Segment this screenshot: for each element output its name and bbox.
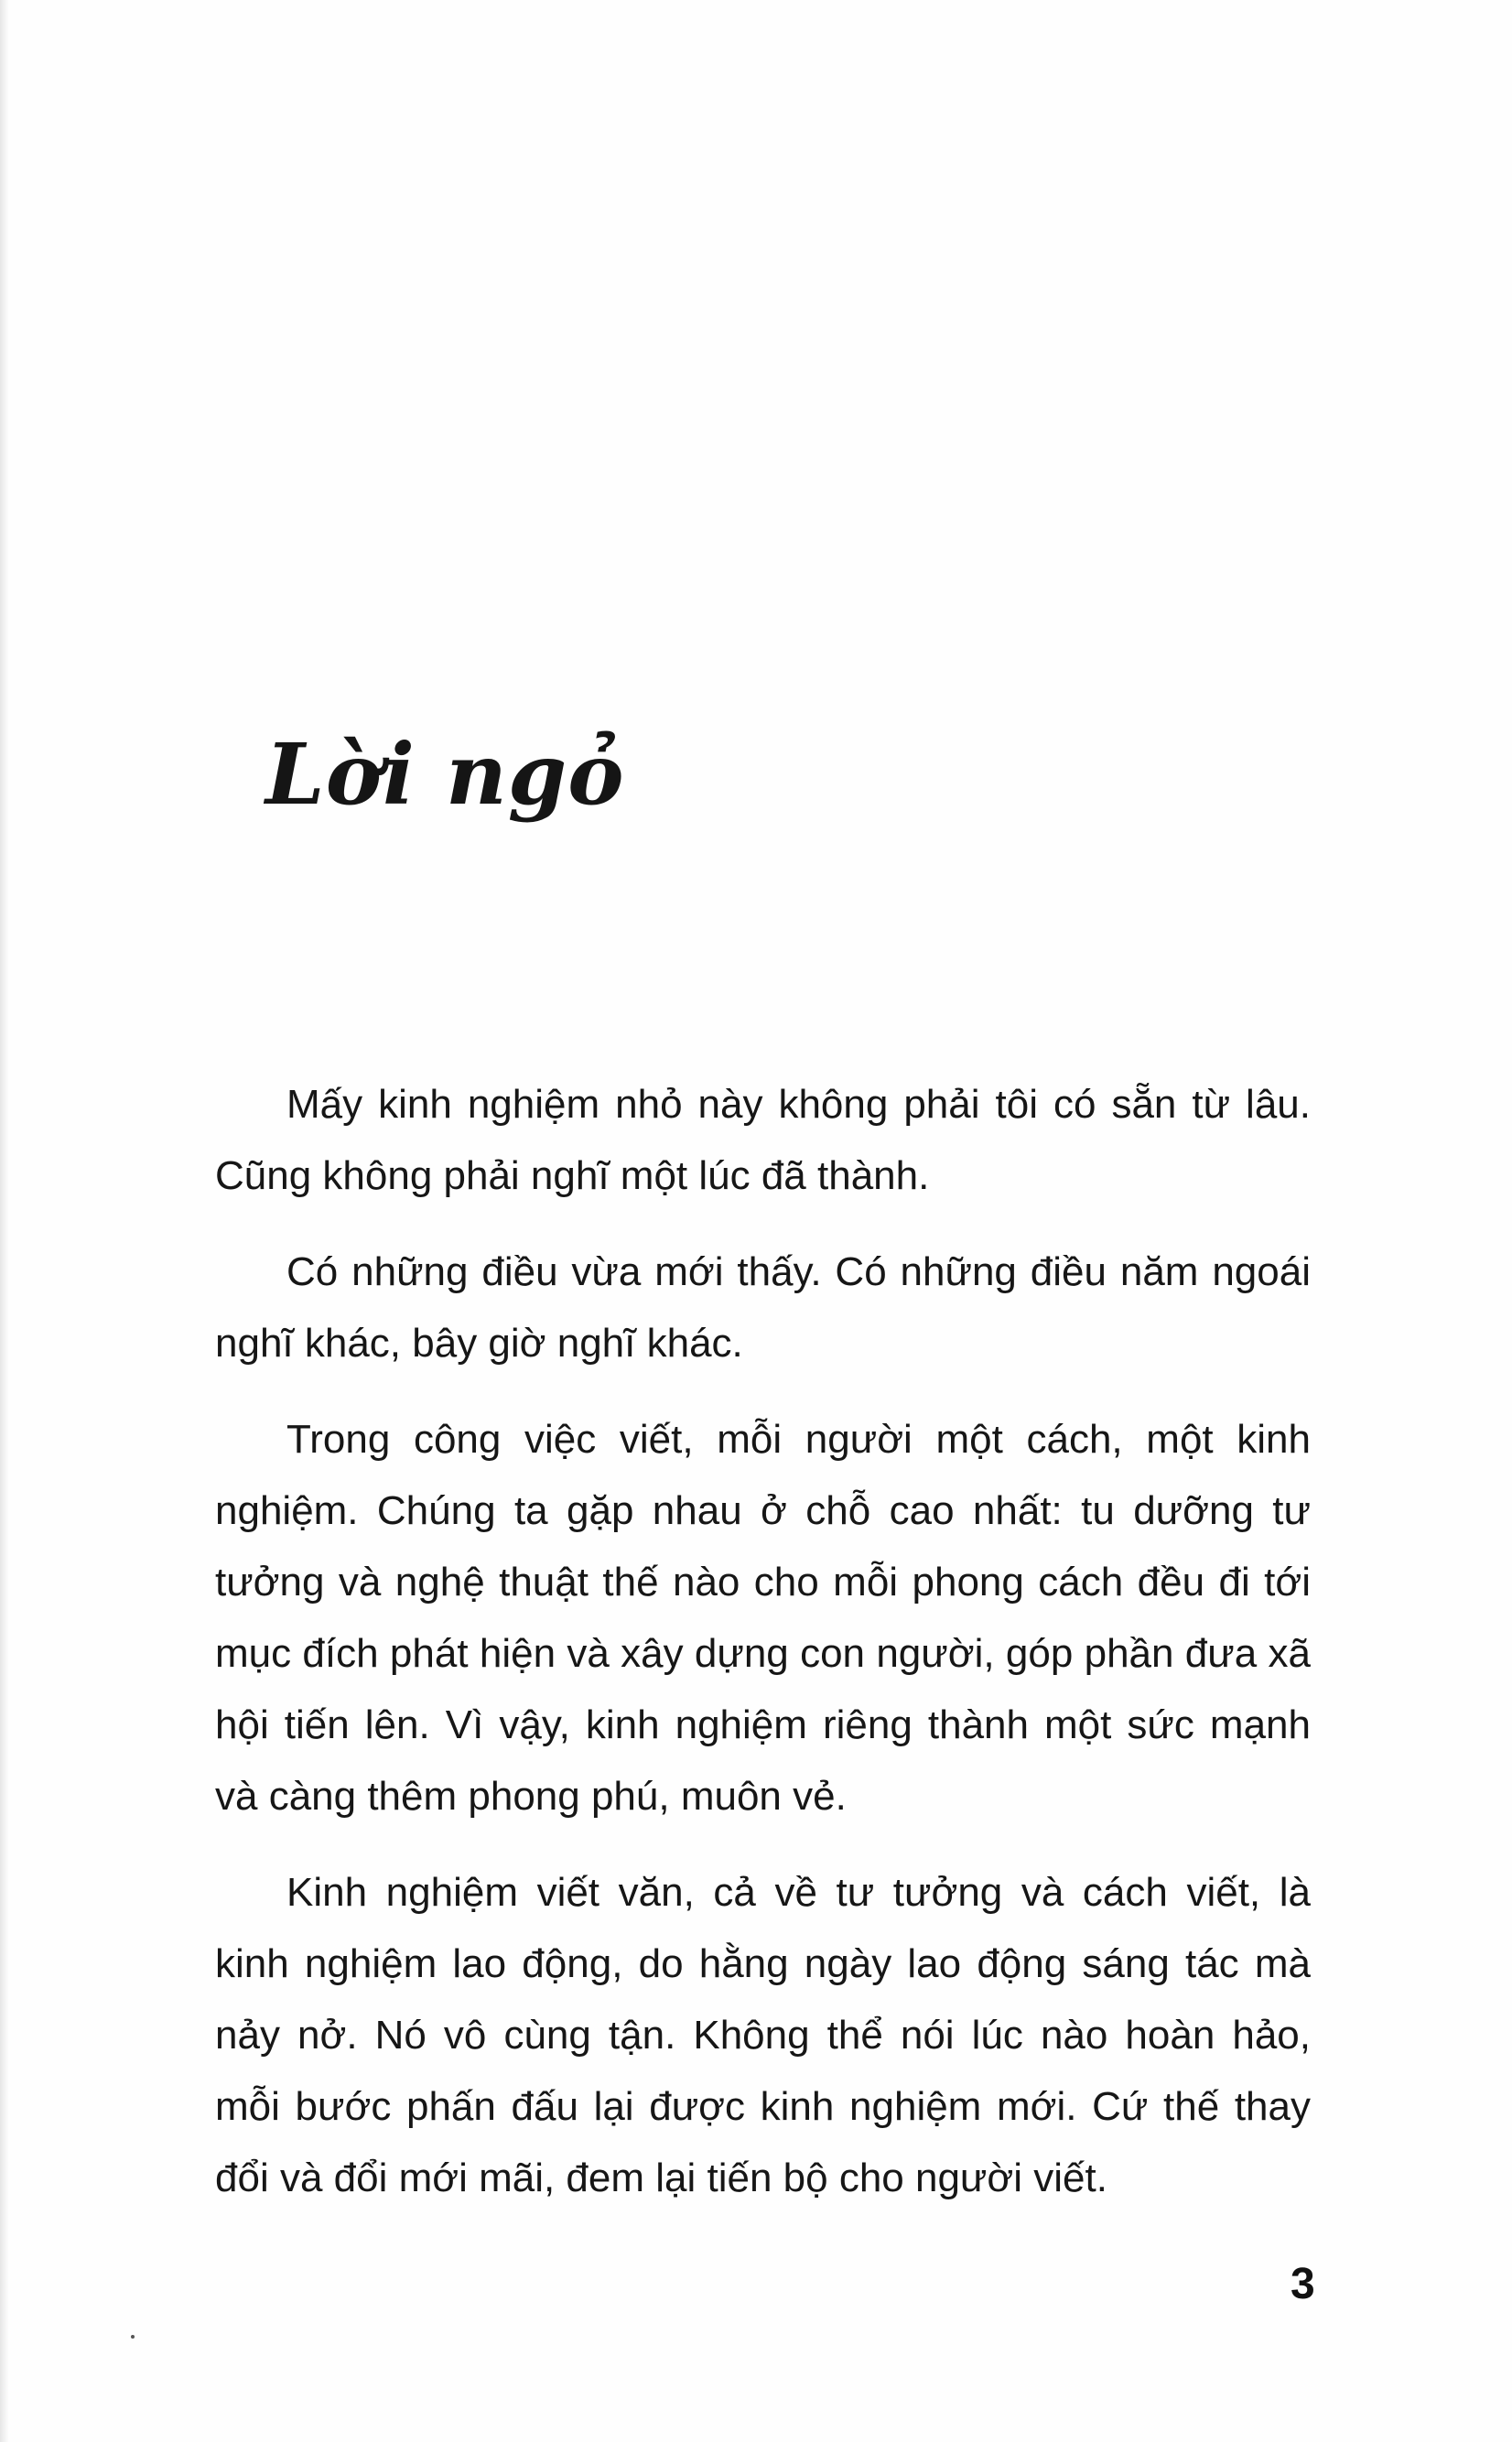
scan-speck — [131, 2335, 135, 2339]
paragraph: Kinh nghiệm viết văn, cả về tư tưởng và cách viết, là kinh nghiệm lao động, do hằng ngày lao động sáng tác mà nảy nở. Nó vô cùng tận. Không thể nói lúc nào hoàn hảo, mỗi bước phấn đấu lại được kinh nghiệm mới. Cứ thế thay đổi và đổi mới mãi, đem lại tiến bộ cho người viết. — [215, 1870, 1311, 2200]
page-edge-shadow — [0, 0, 9, 2442]
page-number: 3 — [1291, 2260, 1315, 2308]
paragraph: Trong công việc viết, mỗi người một cách, một kinh nghiệm. Chúng ta gặp nhau ở chỗ cao nhất: tu dưỡng tư tưởng và nghệ thuật thế nào cho mỗi phong cách đều đi tới mục đích phát hiện và xây dựng con người, góp phần đưa xã hội tiến lên. Vì vậy, kinh nghiệm riêng thành một sức mạnh và càng thêm phong phú, muôn vẻ. — [215, 1417, 1311, 1819]
paragraph: Mấy kinh nghiệm nhỏ này không phải tôi có sẵn từ lâu. Cũng không phải nghĩ một lúc đã thành. — [215, 1082, 1311, 1198]
paragraph: Có những điều vừa mới thấy. Có những điều năm ngoái nghĩ khác, bây giờ nghĩ khác. — [215, 1249, 1311, 1366]
body-text — [215, 1069, 1311, 2239]
page-title: Lời ngỏ — [265, 725, 625, 824]
